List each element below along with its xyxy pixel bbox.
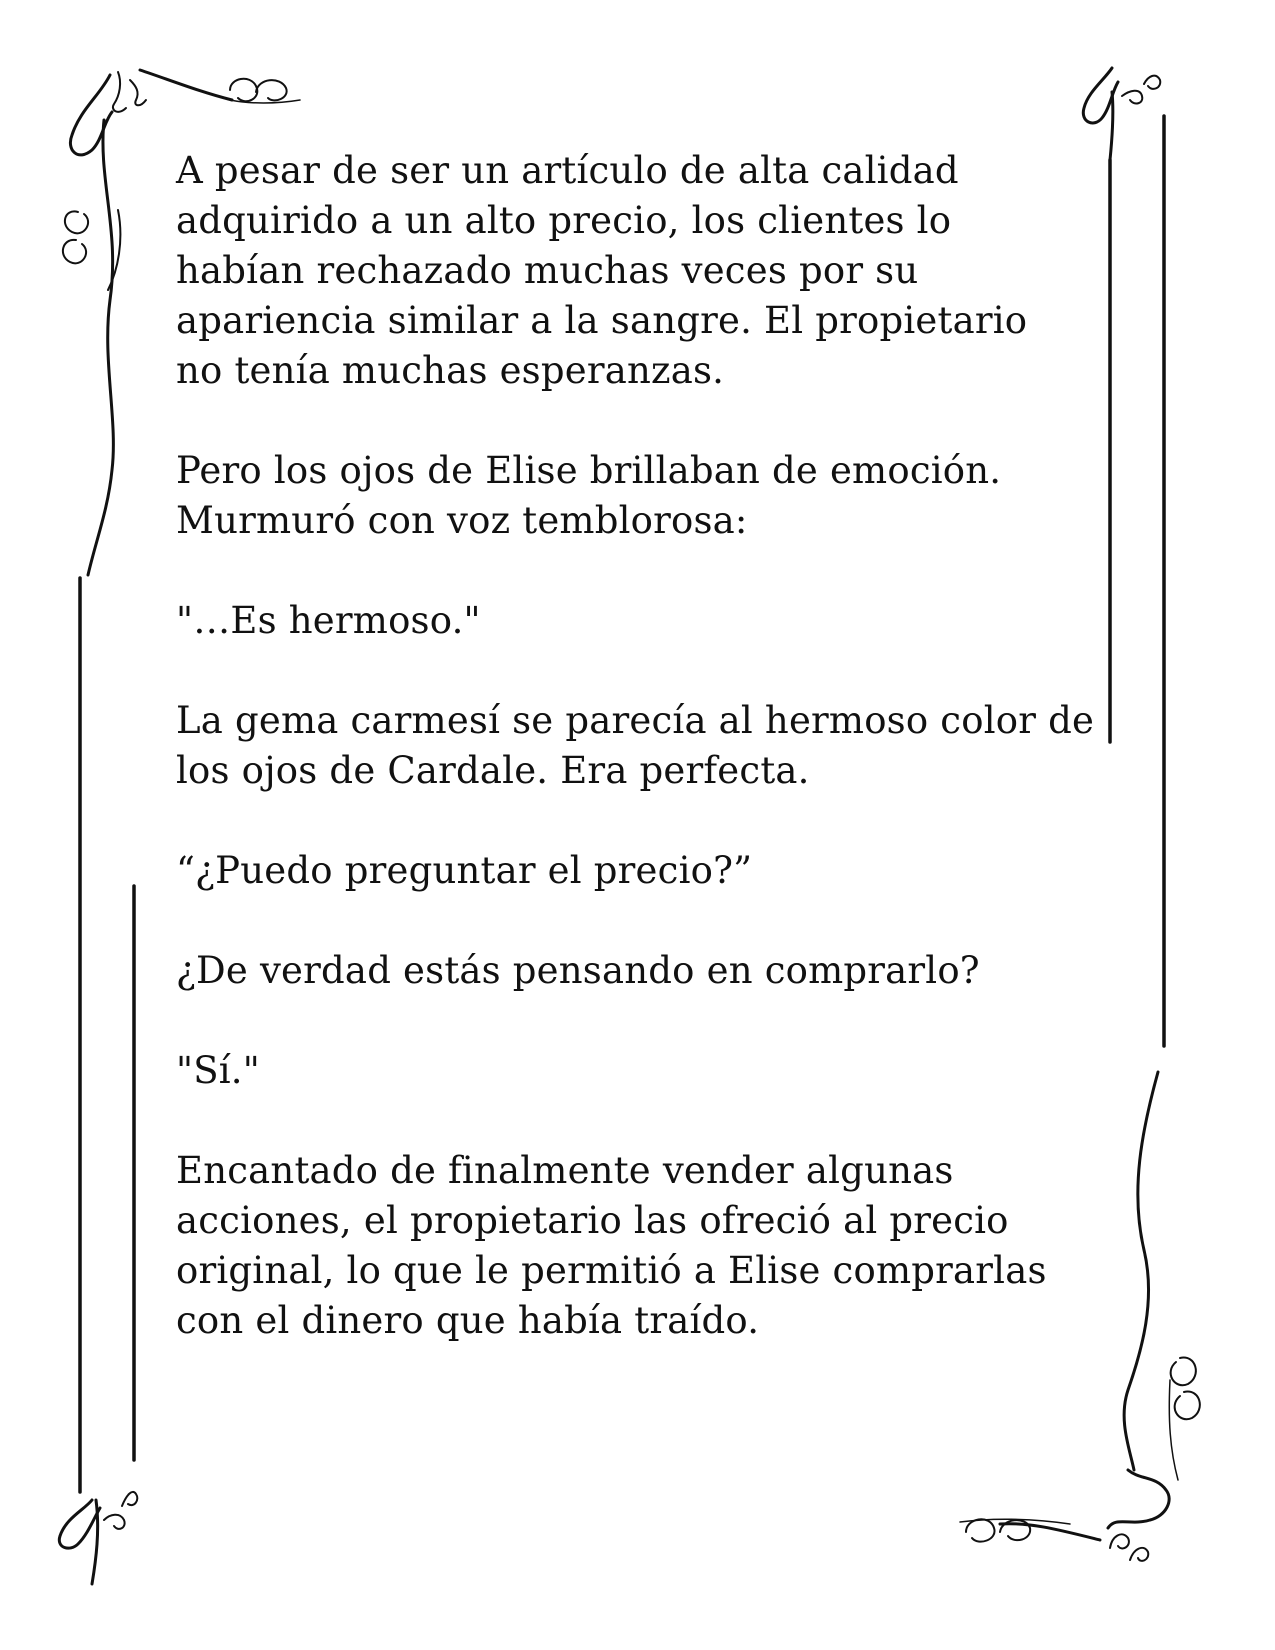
text-line: Encantado de finalmente vender algunas (176, 1149, 954, 1192)
paragraph-2 (176, 446, 1096, 546)
bottom-left-flourish-icon (59, 1492, 137, 1584)
paragraph-8 (176, 1146, 1096, 1346)
paragraph-4 (176, 696, 1096, 796)
text-line: Murmuró con voz temblorosa: (176, 499, 748, 542)
text-line: original, lo que le permitió a Elise comprarlas (176, 1249, 1047, 1292)
paragraph-3 (176, 596, 1096, 646)
text-line: A pesar de ser un artículo de alta calidad (176, 149, 959, 192)
text-line: “¿Puedo preguntar el precio?” (176, 849, 753, 892)
text-line: habían rechazado muchas veces por su (176, 249, 919, 292)
paragraph-6 (176, 946, 1096, 996)
body-text (176, 146, 1096, 1396)
paragraph-5 (176, 846, 1096, 896)
text-line: adquirido a un alto precio, los clientes lo (176, 199, 952, 242)
text-line: "…Es hermoso." (176, 599, 481, 642)
text-line: los ojos de Cardale. Era perfecta. (176, 749, 810, 792)
text-line: no tenía muchas esperanzas. (176, 349, 725, 392)
text-line: apariencia similar a la sangre. El propietario (176, 299, 1028, 342)
text-line: La gema carmesí se parecía al hermoso color de (176, 699, 1095, 742)
text-line: acciones, el propietario las ofreció al precio (176, 1199, 1009, 1242)
text-line: "Sí." (176, 1049, 260, 1092)
text-line: ¿De verdad estás pensando en comprarlo? (176, 949, 980, 992)
text-line: con el dinero que había traído. (176, 1299, 760, 1342)
paragraph-7 (176, 1046, 1096, 1096)
text-line: Pero los ojos de Elise brillaban de emoción. (176, 449, 1002, 492)
paragraph-1 (176, 146, 1096, 396)
